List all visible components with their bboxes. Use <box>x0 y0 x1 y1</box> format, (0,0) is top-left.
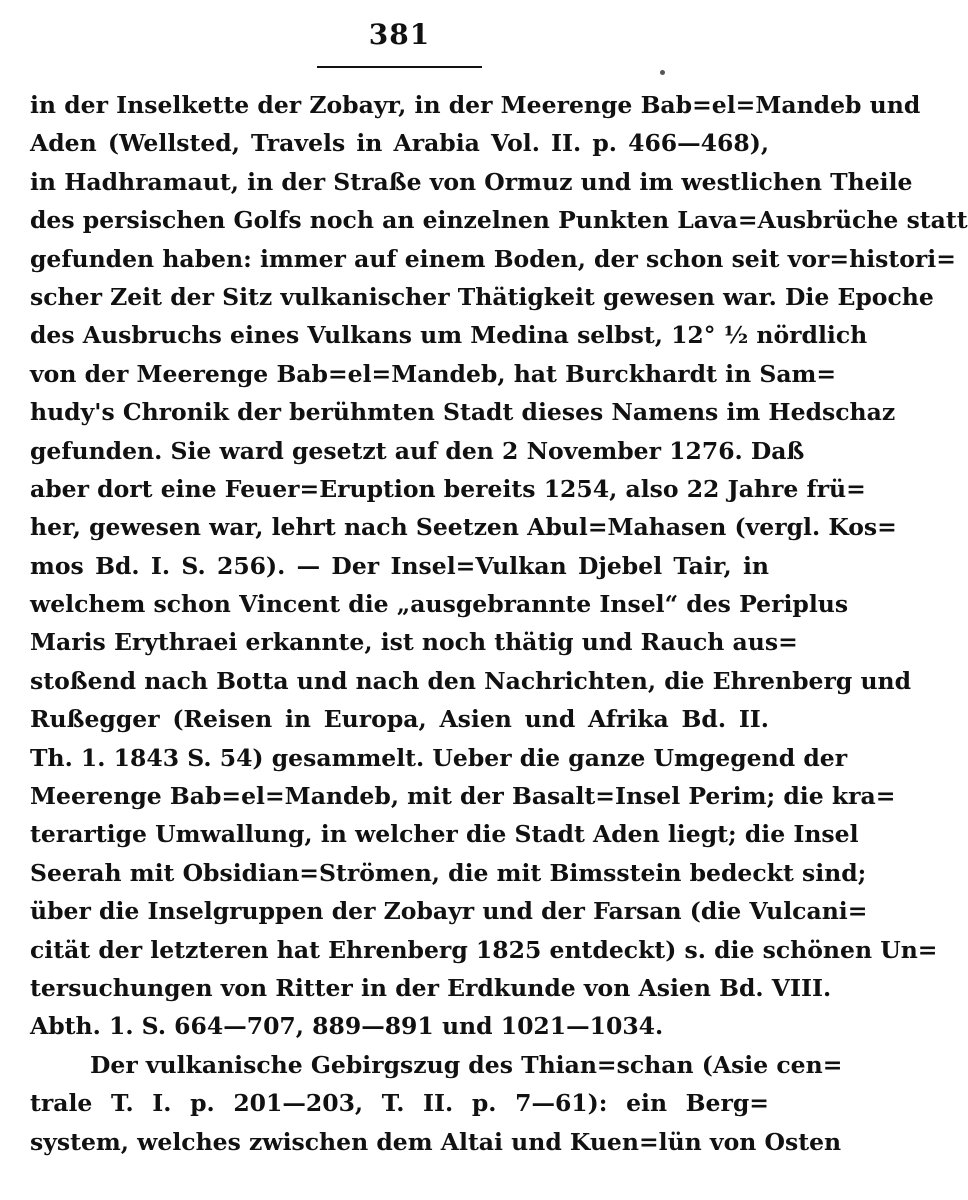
text-line: hudy's Chronik der berühmten Stadt dieses Namens im Hedschaz <box>30 398 896 427</box>
text-line: des Ausbruchs eines Vulkans um Medina selbst, 12° ½ nördlich <box>30 321 868 350</box>
page-number: 381 <box>368 18 431 51</box>
text-line: tersuchungen von Ritter in der Erdkunde von Asien Bd. VIII. <box>30 973 832 1002</box>
text-line: Meerenge Bab=el=Mandeb, mit der Basalt=Insel Perim; die kra= <box>30 782 896 811</box>
text-line: trale T. I. p. 201—203, T. II. p. 7—61): ein Berg= <box>30 1089 769 1118</box>
text-line: Maris Erythraei erkannte, ist noch thätig und Rauch aus= <box>30 628 798 657</box>
text-line: gefunden haben: immer auf einem Boden, der schon seit vor=histori= <box>30 244 956 273</box>
text-line: aber dort eine Feuer=Eruption bereits 1254, also 22 Jahre frü= <box>30 474 866 503</box>
text-line: Aden (Wellsted, Travels in Arabia Vol. II. p. 466—468), <box>30 129 769 158</box>
text-line: Th. 1. 1843 S. 54) gesammelt. Ueber die ganze Umgegend der <box>30 743 848 772</box>
header-rule <box>317 66 482 68</box>
text-line: über die Inselgruppen der Zobayr und der Farsan (die Vulcani= <box>30 897 868 926</box>
text-line: scher Zeit der Sitz vulkanischer Thätigkeit gewesen war. Die Epoche <box>30 282 934 311</box>
text-line: gefunden. Sie ward gesetzt auf den 2 November 1276. Daß <box>30 436 805 465</box>
body-text <box>30 86 968 1161</box>
text-line: mos Bd. I. S. 256). — Der Insel=Vulkan Djebel Tair, in <box>30 551 769 580</box>
text-line: in der Inselkette der Zobayr, in der Meerenge Bab=el=Mandeb und <box>30 91 921 119</box>
text-line: welchem schon Vincent die „ausgebrannte Insel“ des Periplus <box>30 590 849 619</box>
text-line: von der Meerenge Bab=el=Mandeb, hat Burckhardt in Sam= <box>30 359 837 388</box>
text-line: Abth. 1. S. 664—707, 889—891 und 1021—1034. <box>30 1012 664 1041</box>
text-line: cität der letzteren hat Ehrenberg 1825 entdeckt) s. die schönen Un= <box>30 935 938 964</box>
text-line: Seerah mit Obsidian=Strömen, die mit Bimsstein bedeckt sind; <box>30 858 867 887</box>
print-speck <box>660 70 665 75</box>
text-line: her, gewesen war, lehrt nach Seetzen Abul=Mahasen (vergl. Kos= <box>30 513 897 542</box>
text-line: stoßend nach Botta und nach den Nachrichten, die Ehrenberg und <box>30 666 912 695</box>
text-line: Rußegger (Reisen in Europa, Asien und Afrika Bd. II. <box>30 705 769 734</box>
text-line: in Hadhramaut, in der Straße von Ormuz und im westlichen Theile <box>30 167 913 196</box>
text-line: terartige Umwallung, in welcher die Stadt Aden liegt; die Insel <box>30 820 859 849</box>
text-line: system, welches zwischen dem Altai und Kuen=lün von Osten <box>30 1127 842 1156</box>
text-line: des persischen Golfs noch an einzelnen Punkten Lava=Ausbrüche statt <box>30 206 968 235</box>
text-line: Der vulkanische Gebirgszug des Thian=schan (Asie cen= <box>90 1050 843 1079</box>
